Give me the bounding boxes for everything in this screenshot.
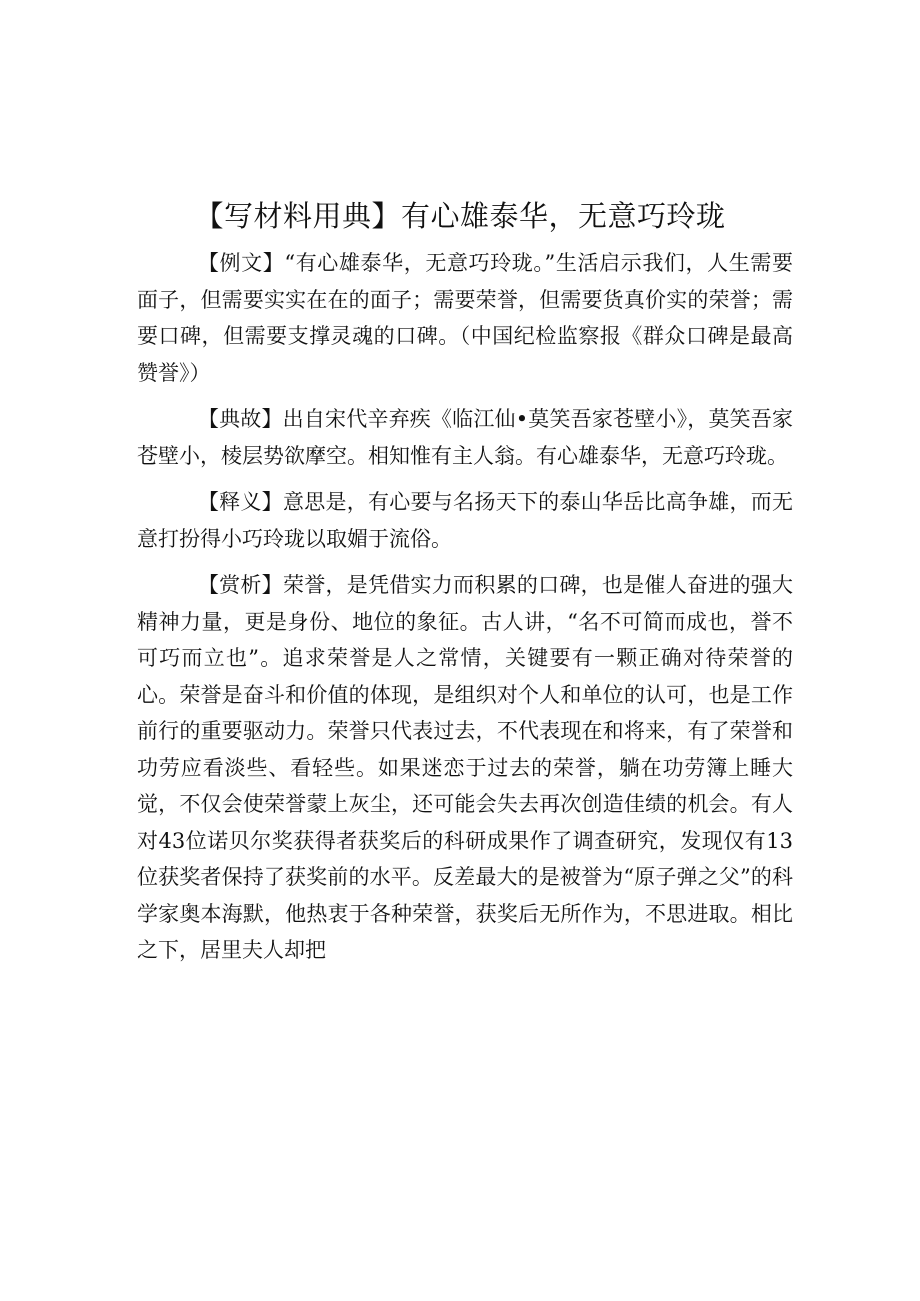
paragraph-appreciation — [137, 567, 793, 969]
paragraph-text: 荣誉，是凭借实力而积累的口碑，也是催人奋进的强大精神力量，更是身份、地位的象征。古人讲，“名不可简而成也，誉不可巧而立也”。追求荣誉是人之常情，关键要有一颗正确对待荣誉的心。荣誉是奋斗和价值的体现，是组织对个人和单位的认可，也是工作前行的重要驱动力。荣誉只代表过去，不代表现在和将来，有了荣誉和功劳应看淡些、看轻些。如果迷恋于过去的荣誉，躺在功劳簿上睡大觉，不仅会使荣誉蒙上灰尘，还可能会失去再次创造佳绩的机会。有人对43位诺贝尔奖获得者获奖后的科研成果作了调查研究，发现仅有13位获奖者保持了获奖前的水平。反差最大的是被誉为“原子弹之父”的科学家奥本海默，他热衷于各种荣誉，获奖后无所作为，不思进取。相比之下，居里夫人却把 — [137, 573, 794, 962]
paragraph-allusion — [137, 401, 793, 474]
paragraph-tag: 【例文】 — [197, 251, 285, 275]
paragraph-tag: 【典故】 — [197, 407, 283, 431]
document-body — [137, 245, 793, 969]
paragraph-text: “有心雄泰华，无意巧玲珑。”生活启示我们，人生需要面子，但需要实实在在的面子；需要荣誉，但需要货真价实的荣誉；需要口碑，但需要支撑灵魂的口碑。（中国纪检监察报《群众口碑是最高赞誉》） — [137, 251, 793, 385]
paragraph-meaning — [137, 484, 793, 557]
paragraph-text: 出自宋代辛弃疾《临江仙•莫笑吾家苍壁小》，莫笑吾家苍壁小，棱层势欲摩空。相知惟有主人翁。有心雄泰华，无意巧玲珑。 — [137, 407, 793, 468]
paragraph-text: 意思是，有心要与名扬天下的泰山华岳比高争雄，而无意打扮得小巧玲珑以取媚于流俗。 — [137, 490, 794, 551]
paragraph-tag: 【释义】 — [197, 490, 283, 514]
paragraph-tag: 【赏析】 — [197, 573, 283, 597]
paragraph-example — [137, 245, 793, 391]
document-title: 【写材料用典】有心雄泰华，无意巧玲珑 — [194, 199, 726, 233]
